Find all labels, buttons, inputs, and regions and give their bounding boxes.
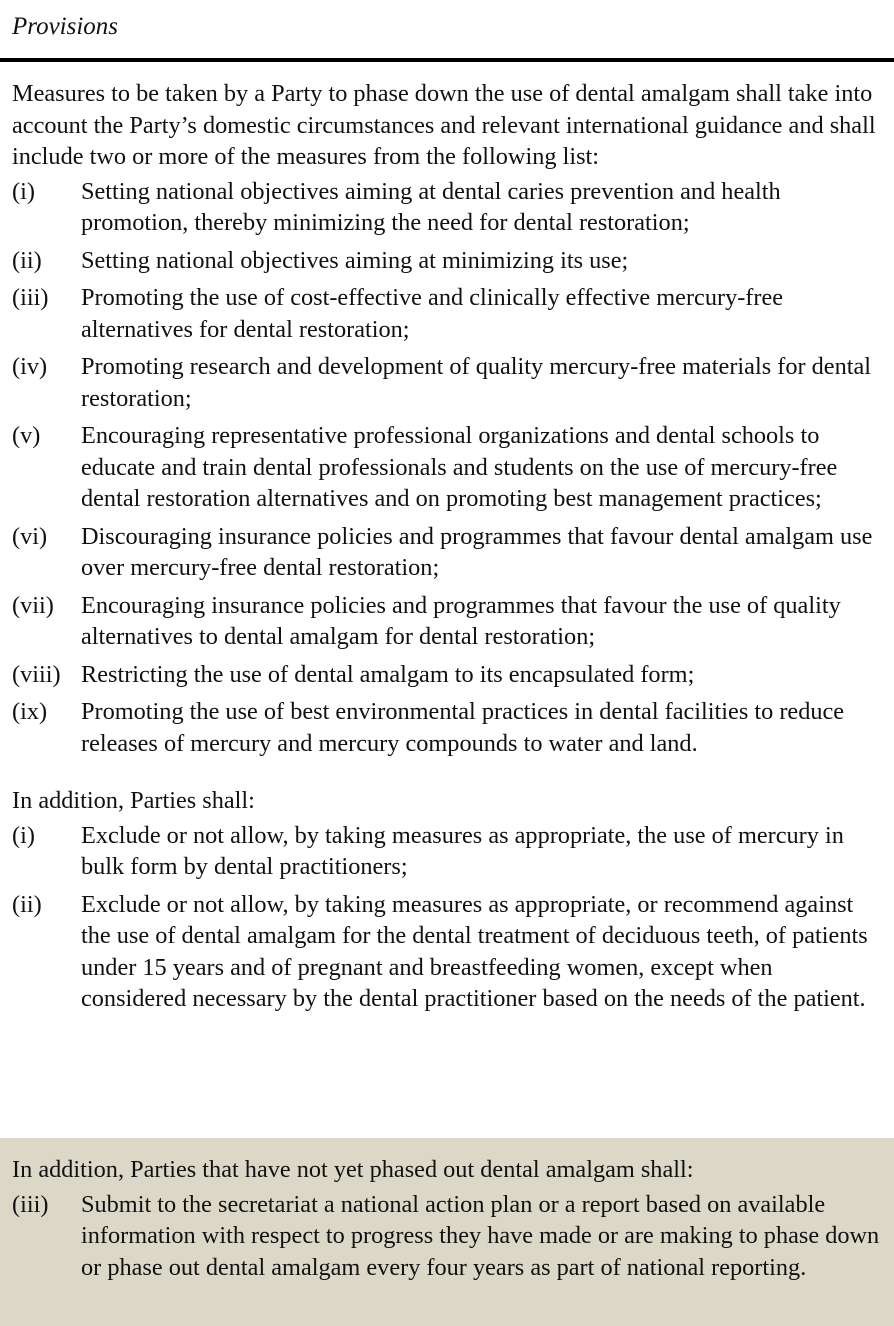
- addition-intro-highlighted: In addition, Parties that have not yet phased out dental amalgam shall:: [12, 1156, 694, 1183]
- list-item-number: (ii): [12, 246, 42, 274]
- addition-intro: In addition, Parties shall:: [12, 787, 255, 814]
- list-item-text: Promoting research and development of quality mercury-free materials for dental restoration;: [81, 353, 872, 412]
- list-item-text: Exclude or not allow, by taking measures as appropriate, the use of mercury in bulk form by dental practitioners;: [81, 821, 844, 880]
- list-item-text: Promoting the use of best environmental practices in dental facilities to reduce releases of mercury and mercury compounds to water and land.: [81, 698, 845, 757]
- list-item-text: Promoting the use of cost-effective and clinically effective mercury-free alternatives for dental restoration;: [81, 284, 784, 343]
- list-item-number: (iii): [12, 1190, 49, 1218]
- addition-list: [12, 820, 882, 1015]
- list-item-number: (i): [12, 821, 35, 849]
- list-item-number: (v): [12, 422, 41, 449]
- list-item: [12, 1189, 882, 1284]
- header: [0, 0, 894, 62]
- list-item-number: (i): [12, 177, 35, 205]
- list-item: [12, 889, 882, 1015]
- list-item-number: (ii): [12, 890, 42, 918]
- list-item: [12, 820, 882, 883]
- list-item-number: (iii): [12, 284, 49, 311]
- list-item: [12, 420, 882, 515]
- list-item: [12, 696, 882, 759]
- list-item-number: (vii): [12, 591, 54, 619]
- list-item: [12, 590, 882, 653]
- list-item-number: (vi): [12, 522, 48, 550]
- page-title: Provisions: [12, 13, 119, 40]
- list-item-text: Encouraging insurance policies and programmes that favour the use of quality alternatives to dental amalgam for dental restoration;: [81, 591, 841, 650]
- addition-list-highlighted: [12, 1189, 882, 1284]
- list-item: [12, 351, 882, 414]
- measures-list: [12, 176, 882, 760]
- list-item: [12, 282, 882, 345]
- list-item-text: Restricting the use of dental amalgam to its encapsulated form;: [81, 660, 695, 688]
- list-item: [12, 521, 882, 584]
- list-item-text: Setting national objectives aiming at minimizing its use;: [81, 246, 629, 274]
- list-item-text: Setting national objectives aiming at dental caries prevention and health promotion, thereby minimizing the need for dental restoration;: [81, 177, 781, 236]
- list-item-text: Exclude or not allow, by taking measures as appropriate, or recommend against the use of dental amalgam for the dental treatment of deciduous teeth, of patients under 15 years and of pregnant and breastfeeding women, except when considered necessary by the dental practitioner based on the needs of the patient.: [81, 890, 868, 1012]
- list-item: [12, 659, 882, 691]
- intro-paragraph: Measures to be taken by a Party to phase down the use of dental amalgam shall take into account the Party’s domestic circumstances and relevant international guidance and shall include two or more of the measures from the following list:: [12, 80, 876, 170]
- list-item: [12, 245, 882, 277]
- list-item-text: Discouraging insurance policies and programmes that favour dental amalgam use over mercury-free dental restoration;: [81, 522, 873, 581]
- highlighted-section: [0, 1138, 894, 1326]
- provisions-body: [0, 62, 894, 1015]
- list-item-text: Submit to the secretariat a national action plan or a report based on available information with respect to progress they have made or are making to phase down or phase out dental amalgam every four years as part of national reporting.: [81, 1190, 880, 1281]
- list-item-number: (ix): [12, 698, 48, 725]
- list-item-number: (viii): [12, 660, 61, 688]
- list-item-number: (iv): [12, 353, 48, 380]
- list-item: [12, 176, 882, 239]
- list-item-text: Encouraging representative professional organizations and dental schools to educate and train dental professionals and students on the use of mercury-free dental restoration alternatives and on promoting best management practices;: [81, 422, 838, 512]
